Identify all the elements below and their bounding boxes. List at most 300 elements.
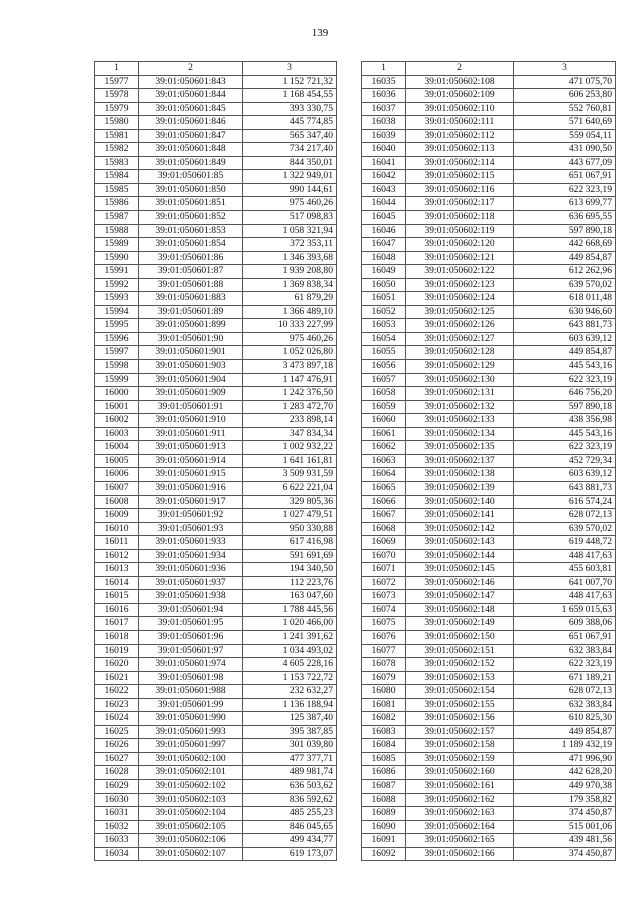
row-number-cell: 16083 bbox=[362, 725, 406, 739]
value-cell: 641 007,70 bbox=[514, 576, 616, 590]
table-row bbox=[362, 89, 616, 103]
cadastral-number-cell: 39:01:050602:104 bbox=[139, 807, 243, 821]
value-cell: 628 072,13 bbox=[514, 509, 616, 523]
cadastral-number-cell: 39:01:050601:903 bbox=[139, 360, 243, 374]
value-cell: 571 640,69 bbox=[514, 116, 616, 130]
value-cell: 603 639,12 bbox=[514, 468, 616, 482]
table-row bbox=[362, 793, 616, 807]
cadastral-number-cell: 39:01:050601:99 bbox=[139, 698, 243, 712]
table-row bbox=[95, 346, 337, 360]
table-row bbox=[362, 75, 616, 89]
value-cell: 597 890,18 bbox=[514, 400, 616, 414]
table-row bbox=[362, 468, 616, 482]
value-cell: 552 760,81 bbox=[514, 102, 616, 116]
row-number-cell: 16062 bbox=[362, 441, 406, 455]
value-cell: 559 054,11 bbox=[514, 129, 616, 143]
cadastral-number-cell: 39:01:050602:149 bbox=[406, 617, 514, 631]
cadastral-number-cell: 39:01:050601:85 bbox=[139, 170, 243, 184]
row-number-cell: 15993 bbox=[95, 292, 139, 306]
row-number-cell: 16020 bbox=[95, 658, 139, 672]
table-row bbox=[95, 427, 337, 441]
value-cell: 471 996,90 bbox=[514, 752, 616, 766]
value-cell: 179 358,82 bbox=[514, 793, 616, 807]
table-row bbox=[95, 766, 337, 780]
value-cell: 836 592,62 bbox=[243, 793, 337, 807]
row-number-cell: 16054 bbox=[362, 332, 406, 346]
value-cell: 438 356,98 bbox=[514, 414, 616, 428]
cadastral-number-cell: 39:01:050602:164 bbox=[406, 820, 514, 834]
table-row bbox=[95, 143, 337, 157]
row-number-cell: 15989 bbox=[95, 238, 139, 252]
cadastral-number-cell: 39:01:050601:846 bbox=[139, 116, 243, 130]
value-cell: 4 605 228,16 bbox=[243, 658, 337, 672]
table-row bbox=[362, 509, 616, 523]
cadastral-number-cell: 39:01:050602:137 bbox=[406, 454, 514, 468]
table-row bbox=[362, 427, 616, 441]
cadastral-number-cell: 39:01:050601:904 bbox=[139, 373, 243, 387]
table-row bbox=[362, 834, 616, 848]
row-number-cell: 16066 bbox=[362, 495, 406, 509]
table-row bbox=[362, 224, 616, 238]
row-number-cell: 16040 bbox=[362, 143, 406, 157]
table-row bbox=[362, 658, 616, 672]
table-row bbox=[95, 75, 337, 89]
value-cell: 1 002 932,22 bbox=[243, 441, 337, 455]
row-number-cell: 16027 bbox=[95, 752, 139, 766]
value-cell: 975 460,26 bbox=[243, 197, 337, 211]
value-cell: 374 450,87 bbox=[514, 807, 616, 821]
table-row bbox=[95, 698, 337, 712]
row-number-cell: 16053 bbox=[362, 319, 406, 333]
table-row bbox=[362, 278, 616, 292]
table-row bbox=[95, 360, 337, 374]
cadastral-number-cell: 39:01:050602:123 bbox=[406, 278, 514, 292]
cadastral-number-cell: 39:01:050602:126 bbox=[406, 319, 514, 333]
value-cell: 448 417,63 bbox=[514, 549, 616, 563]
row-number-cell: 16087 bbox=[362, 779, 406, 793]
value-cell: 393 330,75 bbox=[243, 102, 337, 116]
value-cell: 591 691,69 bbox=[243, 549, 337, 563]
value-cell: 1 366 489,10 bbox=[243, 305, 337, 319]
cadastral-number-cell: 39:01:050602:159 bbox=[406, 752, 514, 766]
table-row bbox=[362, 481, 616, 495]
cadastral-number-cell: 39:01:050602:125 bbox=[406, 305, 514, 319]
row-number-cell: 16028 bbox=[95, 766, 139, 780]
table-row bbox=[362, 441, 616, 455]
row-number-cell: 16059 bbox=[362, 400, 406, 414]
value-cell: 636 503,62 bbox=[243, 779, 337, 793]
table-row bbox=[95, 89, 337, 103]
table-row bbox=[95, 102, 337, 116]
row-number-cell: 15981 bbox=[95, 129, 139, 143]
value-cell: 636 695,55 bbox=[514, 211, 616, 225]
value-cell: 1 322 949,01 bbox=[243, 170, 337, 184]
table-row bbox=[95, 238, 337, 252]
table-row bbox=[362, 238, 616, 252]
row-number-cell: 16048 bbox=[362, 251, 406, 265]
table-row bbox=[95, 536, 337, 550]
row-number-cell: 16025 bbox=[95, 725, 139, 739]
row-number-cell: 16060 bbox=[362, 414, 406, 428]
cadastral-number-cell: 39:01:050601:88 bbox=[139, 278, 243, 292]
cadastral-number-cell: 39:01:050602:135 bbox=[406, 441, 514, 455]
cadastral-number-cell: 39:01:050602:160 bbox=[406, 766, 514, 780]
value-cell: 445 774,85 bbox=[243, 116, 337, 130]
header-row bbox=[362, 62, 616, 76]
cadastral-number-cell: 39:01:050602:105 bbox=[139, 820, 243, 834]
cadastral-number-cell: 39:01:050602:108 bbox=[406, 75, 514, 89]
row-number-cell: 16065 bbox=[362, 481, 406, 495]
cadastral-number-cell: 39:01:050602:165 bbox=[406, 834, 514, 848]
table-row bbox=[95, 170, 337, 184]
cadastral-number-cell: 39:01:050602:139 bbox=[406, 481, 514, 495]
cadastral-number-cell: 39:01:050601:86 bbox=[139, 251, 243, 265]
table-row bbox=[95, 807, 337, 821]
value-cell: 10 333 227,99 bbox=[243, 319, 337, 333]
cadastral-number-cell: 39:01:050602:129 bbox=[406, 360, 514, 374]
cadastral-number-cell: 39:01:050601:933 bbox=[139, 536, 243, 550]
cadastral-number-cell: 39:01:050601:901 bbox=[139, 346, 243, 360]
row-number-cell: 15995 bbox=[95, 319, 139, 333]
table-row bbox=[95, 468, 337, 482]
cadastral-number-cell: 39:01:050602:120 bbox=[406, 238, 514, 252]
table-row bbox=[95, 739, 337, 753]
cadastral-number-cell: 39:01:050601:92 bbox=[139, 509, 243, 523]
table-row bbox=[95, 129, 337, 143]
row-number-cell: 16032 bbox=[95, 820, 139, 834]
cadastral-number-cell: 39:01:050601:936 bbox=[139, 563, 243, 577]
cadastral-number-cell: 39:01:050602:112 bbox=[406, 129, 514, 143]
value-cell: 1 788 445,56 bbox=[243, 603, 337, 617]
row-number-cell: 16078 bbox=[362, 658, 406, 672]
row-number-cell: 16080 bbox=[362, 685, 406, 699]
header-row bbox=[95, 62, 337, 76]
table-row bbox=[362, 712, 616, 726]
value-cell: 1 641 161,81 bbox=[243, 454, 337, 468]
value-cell: 651 067,91 bbox=[514, 630, 616, 644]
table-row bbox=[95, 319, 337, 333]
value-cell: 449 854,87 bbox=[514, 725, 616, 739]
table-row bbox=[95, 441, 337, 455]
cadastral-number-cell: 39:01:050602:148 bbox=[406, 603, 514, 617]
row-number-cell: 16006 bbox=[95, 468, 139, 482]
table-row bbox=[362, 495, 616, 509]
value-cell: 517 098,83 bbox=[243, 211, 337, 225]
cadastral-number-cell: 39:01:050601:911 bbox=[139, 427, 243, 441]
value-cell: 1 659 015,63 bbox=[514, 603, 616, 617]
row-number-cell: 16043 bbox=[362, 183, 406, 197]
value-cell: 449 854,87 bbox=[514, 251, 616, 265]
value-cell: 1 939 208,80 bbox=[243, 265, 337, 279]
value-cell: 622 323,19 bbox=[514, 373, 616, 387]
value-cell: 603 639,12 bbox=[514, 332, 616, 346]
table-row bbox=[362, 820, 616, 834]
row-number-cell: 16082 bbox=[362, 712, 406, 726]
value-cell: 630 946,60 bbox=[514, 305, 616, 319]
cadastral-number-cell: 39:01:050602:161 bbox=[406, 779, 514, 793]
table-row bbox=[362, 617, 616, 631]
value-cell: 455 603,81 bbox=[514, 563, 616, 577]
table-row bbox=[362, 454, 616, 468]
table-row bbox=[95, 820, 337, 834]
table-row bbox=[95, 603, 337, 617]
right-table bbox=[361, 61, 616, 861]
cadastral-number-cell: 39:01:050601:917 bbox=[139, 495, 243, 509]
value-cell: 1 034 493,02 bbox=[243, 644, 337, 658]
cadastral-number-cell: 39:01:050602:143 bbox=[406, 536, 514, 550]
table-row bbox=[95, 156, 337, 170]
cadastral-number-cell: 39:01:050601:87 bbox=[139, 265, 243, 279]
table-row bbox=[95, 834, 337, 848]
row-number-cell: 15979 bbox=[95, 102, 139, 116]
row-number-cell: 16014 bbox=[95, 576, 139, 590]
table-row bbox=[362, 644, 616, 658]
cadastral-number-cell: 39:01:050601:938 bbox=[139, 590, 243, 604]
row-number-cell: 16063 bbox=[362, 454, 406, 468]
cadastral-number-cell: 39:01:050601:852 bbox=[139, 211, 243, 225]
row-number-cell: 16004 bbox=[95, 441, 139, 455]
table-row bbox=[95, 183, 337, 197]
value-cell: 1 242 376,50 bbox=[243, 387, 337, 401]
table-row bbox=[95, 387, 337, 401]
value-cell: 445 543,16 bbox=[514, 360, 616, 374]
table-row bbox=[362, 156, 616, 170]
value-cell: 1 283 472,70 bbox=[243, 400, 337, 414]
row-number-cell: 16049 bbox=[362, 265, 406, 279]
row-number-cell: 15985 bbox=[95, 183, 139, 197]
cadastral-number-cell: 39:01:050602:151 bbox=[406, 644, 514, 658]
table-row bbox=[95, 278, 337, 292]
cadastral-number-cell: 39:01:050602:150 bbox=[406, 630, 514, 644]
table-row bbox=[95, 725, 337, 739]
table-row bbox=[362, 563, 616, 577]
cadastral-number-cell: 39:01:050602:163 bbox=[406, 807, 514, 821]
table-row bbox=[95, 265, 337, 279]
table-row bbox=[362, 197, 616, 211]
value-cell: 477 377,71 bbox=[243, 752, 337, 766]
row-number-cell: 16008 bbox=[95, 495, 139, 509]
cadastral-number-cell: 39:01:050601:89 bbox=[139, 305, 243, 319]
row-number-cell: 16001 bbox=[95, 400, 139, 414]
row-number-cell: 15996 bbox=[95, 332, 139, 346]
value-cell: 609 388,06 bbox=[514, 617, 616, 631]
cadastral-number-cell: 39:01:050602:156 bbox=[406, 712, 514, 726]
value-cell: 1 052 026,80 bbox=[243, 346, 337, 360]
cadastral-number-cell: 39:01:050602:124 bbox=[406, 292, 514, 306]
cadastral-number-cell: 39:01:050602:133 bbox=[406, 414, 514, 428]
table-row bbox=[362, 847, 616, 861]
value-cell: 632 383,84 bbox=[514, 698, 616, 712]
table-row bbox=[95, 292, 337, 306]
row-number-cell: 16085 bbox=[362, 752, 406, 766]
row-number-cell: 16051 bbox=[362, 292, 406, 306]
table-row bbox=[362, 671, 616, 685]
table-row bbox=[95, 211, 337, 225]
table-row bbox=[362, 603, 616, 617]
row-number-cell: 16024 bbox=[95, 712, 139, 726]
table-row bbox=[362, 752, 616, 766]
row-number-cell: 16071 bbox=[362, 563, 406, 577]
value-cell: 646 756,20 bbox=[514, 387, 616, 401]
row-number-cell: 16007 bbox=[95, 481, 139, 495]
row-number-cell: 16021 bbox=[95, 671, 139, 685]
value-cell: 565 347,40 bbox=[243, 129, 337, 143]
column-header-cadastral: 2 bbox=[406, 62, 514, 76]
row-number-cell: 16084 bbox=[362, 739, 406, 753]
cadastral-number-cell: 39:01:050602:106 bbox=[139, 834, 243, 848]
row-number-cell: 16072 bbox=[362, 576, 406, 590]
value-cell: 613 699,77 bbox=[514, 197, 616, 211]
table-row bbox=[95, 373, 337, 387]
row-number-cell: 16055 bbox=[362, 346, 406, 360]
row-number-cell: 16018 bbox=[95, 630, 139, 644]
cadastral-number-cell: 39:01:050601:849 bbox=[139, 156, 243, 170]
table-row bbox=[95, 658, 337, 672]
cadastral-number-cell: 39:01:050601:899 bbox=[139, 319, 243, 333]
row-number-cell: 16092 bbox=[362, 847, 406, 861]
cadastral-number-cell: 39:01:050602:102 bbox=[139, 779, 243, 793]
value-cell: 232 632,27 bbox=[243, 685, 337, 699]
value-cell: 1 020 466,00 bbox=[243, 617, 337, 631]
table-row bbox=[95, 779, 337, 793]
row-number-cell: 16091 bbox=[362, 834, 406, 848]
cadastral-number-cell: 39:01:050601:997 bbox=[139, 739, 243, 753]
value-cell: 489 981,74 bbox=[243, 766, 337, 780]
table-row bbox=[95, 495, 337, 509]
value-cell: 485 255,23 bbox=[243, 807, 337, 821]
row-number-cell: 16002 bbox=[95, 414, 139, 428]
table-row bbox=[95, 549, 337, 563]
value-cell: 622 323,19 bbox=[514, 441, 616, 455]
cadastral-number-cell: 39:01:050602:103 bbox=[139, 793, 243, 807]
table-row bbox=[362, 265, 616, 279]
cadastral-number-cell: 39:01:050601:909 bbox=[139, 387, 243, 401]
cadastral-number-cell: 39:01:050602:157 bbox=[406, 725, 514, 739]
row-number-cell: 16042 bbox=[362, 170, 406, 184]
table-row bbox=[362, 332, 616, 346]
table-row bbox=[95, 509, 337, 523]
cadastral-number-cell: 39:01:050602:111 bbox=[406, 116, 514, 130]
value-cell: 1 153 722,72 bbox=[243, 671, 337, 685]
value-cell: 610 825,30 bbox=[514, 712, 616, 726]
table-row bbox=[95, 671, 337, 685]
cadastral-number-cell: 39:01:050602:128 bbox=[406, 346, 514, 360]
row-number-cell: 16012 bbox=[95, 549, 139, 563]
cadastral-number-cell: 39:01:050602:140 bbox=[406, 495, 514, 509]
row-number-cell: 16068 bbox=[362, 522, 406, 536]
cadastral-number-cell: 39:01:050601:850 bbox=[139, 183, 243, 197]
row-number-cell: 16011 bbox=[95, 536, 139, 550]
row-number-cell: 16023 bbox=[95, 698, 139, 712]
value-cell: 734 217,40 bbox=[243, 143, 337, 157]
cadastral-number-cell: 39:01:050601:915 bbox=[139, 468, 243, 482]
table-row bbox=[95, 116, 337, 130]
row-number-cell: 15987 bbox=[95, 211, 139, 225]
table-row bbox=[362, 387, 616, 401]
row-number-cell: 15992 bbox=[95, 278, 139, 292]
cadastral-number-cell: 39:01:050601:95 bbox=[139, 617, 243, 631]
row-number-cell: 16016 bbox=[95, 603, 139, 617]
value-cell: 616 574,24 bbox=[514, 495, 616, 509]
cadastral-number-cell: 39:01:050602:162 bbox=[406, 793, 514, 807]
value-cell: 643 881,73 bbox=[514, 481, 616, 495]
value-cell: 233 898,14 bbox=[243, 414, 337, 428]
cadastral-number-cell: 39:01:050602:147 bbox=[406, 590, 514, 604]
table-row bbox=[362, 522, 616, 536]
table-row bbox=[362, 739, 616, 753]
value-cell: 3 509 931,59 bbox=[243, 468, 337, 482]
row-number-cell: 15977 bbox=[95, 75, 139, 89]
value-cell: 1 027 479,51 bbox=[243, 509, 337, 523]
row-number-cell: 16034 bbox=[95, 847, 139, 861]
value-cell: 374 450,87 bbox=[514, 847, 616, 861]
cadastral-number-cell: 39:01:050601:97 bbox=[139, 644, 243, 658]
row-number-cell: 16003 bbox=[95, 427, 139, 441]
cadastral-number-cell: 39:01:050602:141 bbox=[406, 509, 514, 523]
cadastral-number-cell: 39:01:050601:848 bbox=[139, 143, 243, 157]
value-cell: 597 890,18 bbox=[514, 224, 616, 238]
table-row bbox=[362, 373, 616, 387]
row-number-cell: 16031 bbox=[95, 807, 139, 821]
column-header-number: 1 bbox=[95, 62, 139, 76]
cadastral-number-cell: 39:01:050601:94 bbox=[139, 603, 243, 617]
table-row bbox=[95, 752, 337, 766]
cadastral-number-cell: 39:01:050601:988 bbox=[139, 685, 243, 699]
row-number-cell: 16077 bbox=[362, 644, 406, 658]
row-number-cell: 16069 bbox=[362, 536, 406, 550]
cadastral-number-cell: 39:01:050602:131 bbox=[406, 387, 514, 401]
value-cell: 449 970,38 bbox=[514, 779, 616, 793]
cadastral-number-cell: 39:01:050602:122 bbox=[406, 265, 514, 279]
table-row bbox=[362, 183, 616, 197]
row-number-cell: 16035 bbox=[362, 75, 406, 89]
value-cell: 846 045,65 bbox=[243, 820, 337, 834]
cadastral-number-cell: 39:01:050602:127 bbox=[406, 332, 514, 346]
cadastral-number-cell: 39:01:050602:152 bbox=[406, 658, 514, 672]
value-cell: 619 448,72 bbox=[514, 536, 616, 550]
value-cell: 639 570,02 bbox=[514, 278, 616, 292]
row-number-cell: 16090 bbox=[362, 820, 406, 834]
table-row bbox=[362, 766, 616, 780]
cadastral-number-cell: 39:01:050601:853 bbox=[139, 224, 243, 238]
value-cell: 1 241 391,62 bbox=[243, 630, 337, 644]
row-number-cell: 16005 bbox=[95, 454, 139, 468]
cadastral-number-cell: 39:01:050602:100 bbox=[139, 752, 243, 766]
row-number-cell: 15997 bbox=[95, 346, 139, 360]
left-table-body bbox=[95, 75, 337, 861]
cadastral-number-cell: 39:01:050601:98 bbox=[139, 671, 243, 685]
cadastral-number-cell: 39:01:050602:155 bbox=[406, 698, 514, 712]
row-number-cell: 16041 bbox=[362, 156, 406, 170]
row-number-cell: 16033 bbox=[95, 834, 139, 848]
value-cell: 347 834,34 bbox=[243, 427, 337, 441]
cadastral-number-cell: 39:01:050602:158 bbox=[406, 739, 514, 753]
row-number-cell: 16026 bbox=[95, 739, 139, 753]
row-number-cell: 16030 bbox=[95, 793, 139, 807]
table-row bbox=[95, 522, 337, 536]
value-cell: 1 136 188,94 bbox=[243, 698, 337, 712]
row-number-cell: 15982 bbox=[95, 143, 139, 157]
row-number-cell: 16039 bbox=[362, 129, 406, 143]
table-row bbox=[95, 454, 337, 468]
left-table bbox=[94, 61, 337, 861]
row-number-cell: 16056 bbox=[362, 360, 406, 374]
cadastral-number-cell: 39:01:050602:166 bbox=[406, 847, 514, 861]
cadastral-number-cell: 39:01:050601:847 bbox=[139, 129, 243, 143]
row-number-cell: 15998 bbox=[95, 360, 139, 374]
value-cell: 619 173,07 bbox=[243, 847, 337, 861]
value-cell: 515 001,06 bbox=[514, 820, 616, 834]
